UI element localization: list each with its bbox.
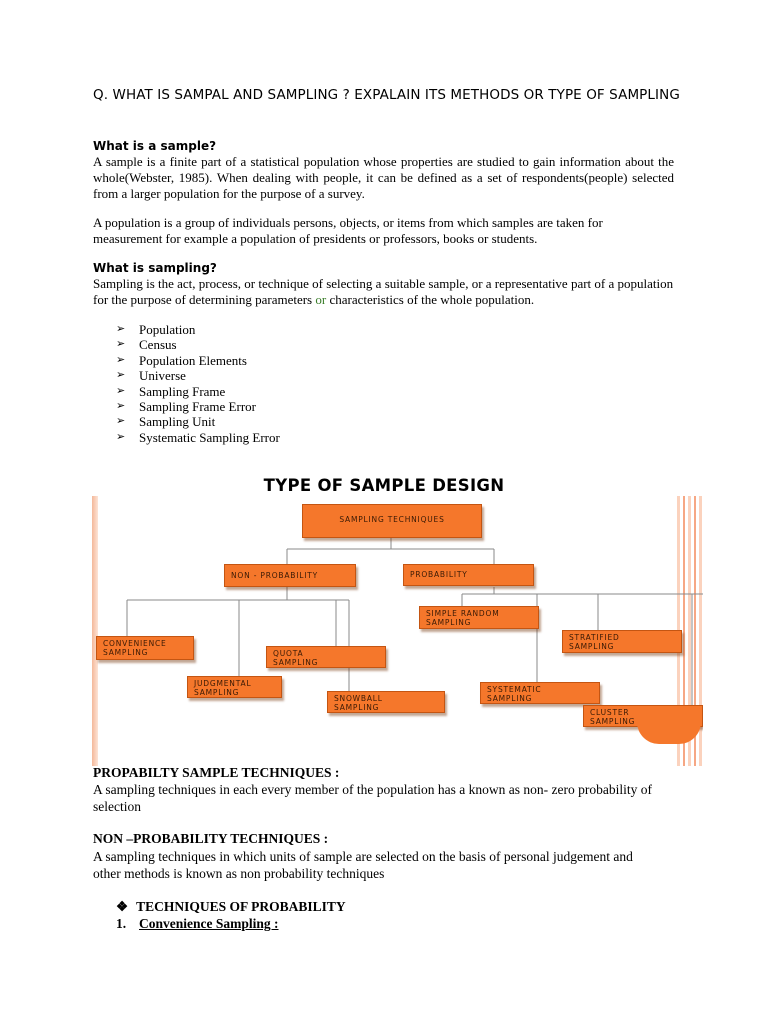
sampling-heading: What is sampling?	[93, 261, 217, 275]
sampling-definition-start: Sampling is the act, process, or technique of selecting a suitable sample, or a representative part of a population for the purpose of determining parameters	[93, 276, 674, 307]
simple-random-sampling-node: SIMPLE RANDOM SAMPLING	[419, 606, 539, 629]
probability-node: PROBABILITY	[403, 564, 534, 586]
non-probability-techniques-heading: NON –PROBABILITY TECHNIQUES :	[93, 831, 329, 846]
sample-heading: What is a sample?	[93, 139, 217, 153]
item-label: Convenience Sampling :	[139, 916, 279, 931]
systematic-sampling-node: SYSTEMATIC SAMPLING	[480, 682, 600, 704]
arrow-bullet-icon: ➢	[116, 430, 126, 443]
probability-techniques-heading: PROPABILTY SAMPLE TECHNIQUES :	[93, 765, 340, 780]
list-item: ➢ Sampling Unit	[116, 414, 216, 430]
arrow-bullet-icon: ➢	[116, 415, 126, 428]
diagram-title: TYPE OF SAMPLE DESIGN	[263, 476, 505, 495]
list-item: ➢ Sampling Frame	[116, 383, 226, 399]
probability-techniques-text: A sampling techniques in each every member of the population has a known as non- zero probability of selection	[93, 782, 652, 814]
arrow-bullet-icon: ➢	[116, 400, 126, 413]
stratified-sampling-node: STRATIFIED SAMPLING	[562, 630, 682, 653]
arrow-bullet-icon: ➢	[116, 369, 126, 382]
techniques-of-probability-heading: ❖ TECHNIQUES OF PROBABILITY	[116, 899, 346, 914]
sampling-techniques-node: SAMPLING TECHNIQUES	[302, 504, 482, 538]
list-item: ➢ Systematic Sampling Error	[116, 429, 280, 445]
convenience-sampling-item	[116, 916, 279, 932]
sampling-definition	[93, 276, 674, 308]
sampling-terms-list	[93, 322, 493, 445]
question-title: Q. WHAT IS SAMPAL AND SAMPLING ? EXPALAIN ITS METHODS OR TYPE OF SAMPLING	[93, 87, 680, 103]
non-probability-techniques-text: A sampling techniques in which units of sample are selected on the basis of personal judgement and other methods is known as non probability techniques	[93, 849, 633, 881]
cluster-sampling-node: CLUSTER SAMPLING	[583, 705, 703, 727]
list-item: ➢ Population Elements	[116, 352, 247, 368]
arrow-bullet-icon: ➢	[116, 384, 126, 397]
sampling-definition-end: characteristics of the whole population.	[329, 292, 535, 307]
quota-sampling-node: QUOTA SAMPLING	[266, 646, 386, 668]
non-probability-node: NON - PROBABILITY	[224, 564, 356, 587]
sample-design-diagram	[92, 496, 703, 766]
diamond-bullet-icon: ❖	[116, 899, 129, 914]
list-item: ➢ Population	[116, 322, 196, 337]
item-number: 1.	[116, 916, 127, 931]
snowball-sampling-node: SNOWBALL SAMPLING	[327, 691, 445, 713]
sampling-definition-or: or	[315, 292, 327, 307]
arrow-bullet-icon: ➢	[116, 323, 126, 335]
convenience-sampling-node: CONVENIENCE SAMPLING	[96, 636, 194, 660]
judgmental-sampling-node: JUDGMENTAL SAMPLING	[187, 676, 282, 698]
list-item: ➢ Census	[116, 337, 177, 353]
arrow-bullet-icon: ➢	[116, 338, 126, 351]
sample-definition: A sample is a finite part of a statistical population whose properties are studied to gain information about the whole(Webster, 1985). When dealing with people, it can be defined as a set of respondents(people) selected from a larger population for the purpose of a survey.	[93, 154, 674, 201]
list-item: ➢ Sampling Frame Error	[116, 399, 256, 415]
population-definition: A population is a group of individuals persons, objects, or items from which samples are taken for measurement for example a population of presidents or professors, books or students.	[93, 215, 603, 246]
arrow-bullet-icon: ➢	[116, 353, 126, 366]
list-item: ➢ Universe	[116, 368, 186, 384]
